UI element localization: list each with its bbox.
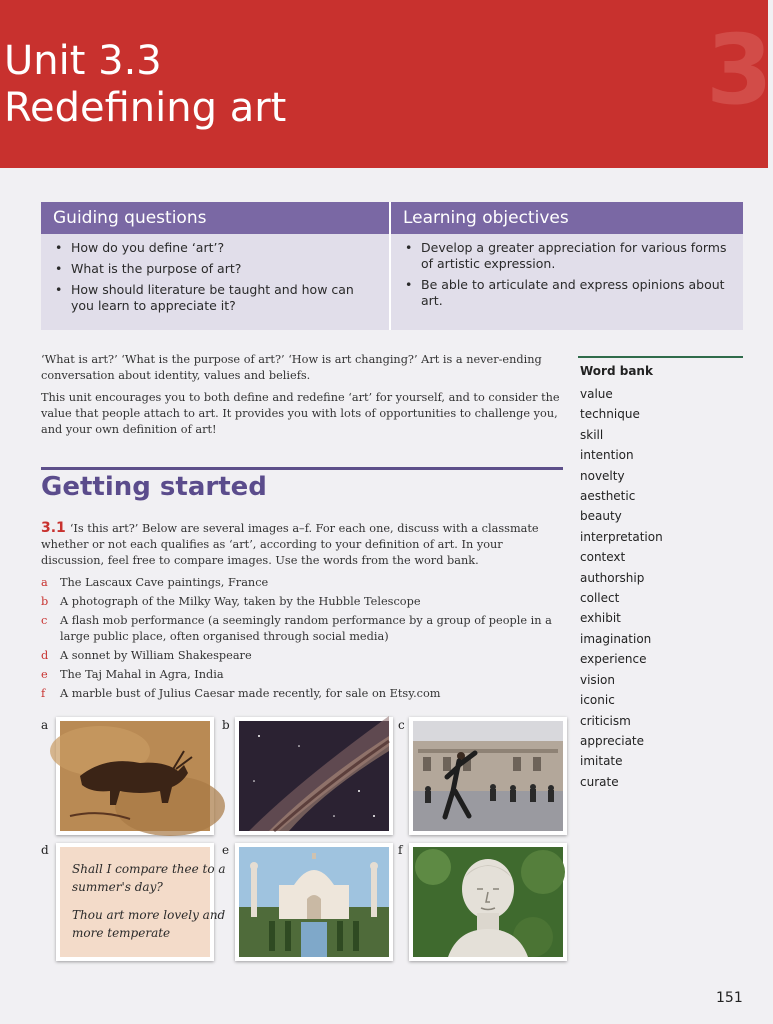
flash-mob-illustration — [413, 721, 563, 831]
image-label-f: f — [398, 843, 403, 857]
image-milky-way — [235, 717, 393, 835]
image-list — [41, 575, 556, 705]
list-item — [41, 667, 556, 683]
word-bank-item: exhibit — [580, 611, 621, 626]
image-label-e: e — [222, 843, 230, 857]
image-label-a: a — [41, 718, 49, 732]
item-letter: f — [41, 687, 46, 700]
learning-objectives-list — [391, 240, 736, 314]
item-letter: b — [41, 595, 49, 608]
list-item — [41, 686, 556, 702]
activity-number: 3.1 — [41, 520, 66, 536]
word-bank-item: iconic — [580, 693, 615, 708]
word-bank-item: technique — [580, 407, 640, 422]
list-item: • How should literature be taught and how can you learn to appreciate it? — [41, 282, 371, 314]
guiding-questions-list — [41, 240, 371, 319]
unit-number: Unit 3.3 — [4, 38, 162, 84]
word-bank-item: aesthetic — [580, 489, 636, 504]
sonnet-line: summer's day? — [72, 880, 163, 894]
caesar-bust-illustration — [413, 847, 563, 957]
image-caesar-bust — [409, 843, 567, 961]
list-item — [41, 613, 556, 645]
word-bank-item: beauty — [580, 509, 622, 524]
activity-prompt — [41, 520, 556, 569]
milky-way-illustration — [239, 721, 389, 831]
sonnet-card-illustration — [60, 847, 226, 957]
learning-objectives-heading: Learning objectives — [391, 202, 743, 234]
sonnet-line: Shall I compare thee to a — [72, 862, 226, 876]
list-item — [41, 648, 556, 664]
item-letter: a — [41, 576, 48, 589]
word-bank-title: Word bank — [580, 364, 653, 378]
word-bank-item: interpretation — [580, 529, 663, 544]
taj-mahal-illustration — [239, 847, 389, 957]
sonnet-line: Thou art more lovely and — [72, 908, 226, 922]
word-bank-item: criticism — [580, 713, 631, 728]
intro-paragraph: This unit encourages you to both define and redefine ‘art’ for yourself, and to consider the value that people attach to art. It provides you with lots of opportunities to challenge you, and your own definition of art! — [41, 391, 560, 436]
word-bank-item: context — [580, 550, 626, 565]
list-item — [41, 575, 556, 591]
item-text: The Lascaux Cave paintings, France — [60, 576, 269, 589]
word-bank-item: collect — [580, 591, 620, 606]
item-letter: e — [41, 668, 48, 681]
list-item — [41, 594, 556, 610]
unit-title — [4, 38, 286, 132]
list-item: • What is the purpose of art? — [41, 261, 371, 277]
list-item: • How do you define ‘art’? — [41, 240, 371, 256]
item-text: A sonnet by William Shakespeare — [60, 649, 252, 662]
item-text: A photograph of the Milky Way, taken by the Hubble Telescope — [60, 595, 421, 608]
getting-started-heading: Getting started — [41, 472, 267, 502]
unit-name: Redefining art — [4, 85, 287, 131]
word-bank-item: vision — [580, 672, 615, 687]
word-bank-item: imitate — [580, 754, 623, 769]
word-bank-item: experience — [580, 652, 647, 667]
image-label-c: c — [398, 718, 405, 732]
page-number: 151 — [716, 990, 743, 1006]
sonnet-line: more temperate — [72, 926, 171, 940]
item-letter: d — [41, 649, 49, 662]
word-bank-item: intention — [580, 448, 634, 463]
getting-started-rule — [41, 467, 563, 470]
item-text: A flash mob performance (a seemingly random performance by a group of people in a large public place, often organised through social media) — [60, 614, 552, 643]
image-label-d: d — [41, 843, 49, 857]
image-cave-painting — [56, 717, 214, 835]
word-bank-item: imagination — [580, 631, 652, 646]
word-bank-rule — [578, 356, 743, 358]
guiding-questions-heading: Guiding questions — [41, 202, 389, 234]
list-item: • Be able to articulate and express opinions about art. — [391, 277, 736, 309]
image-flash-mob — [409, 717, 567, 835]
image-label-b: b — [222, 718, 230, 732]
image-taj-mahal — [235, 843, 393, 961]
item-letter: c — [41, 614, 48, 627]
chapter-number: 3 — [706, 14, 773, 126]
item-text: A marble bust of Julius Caesar made recently, for sale on Etsy.com — [60, 687, 441, 700]
item-text: The Taj Mahal in Agra, India — [60, 668, 224, 681]
word-bank-list — [580, 384, 663, 792]
cave-painting-illustration — [60, 721, 210, 831]
word-bank-item: novelty — [580, 468, 625, 483]
intro-paragraph: ‘What is art?’ ‘What is the purpose of art?’ ‘How is art changing?’ Art is a never-ending conversation about identity, values and beliefs. — [41, 353, 542, 382]
image-sonnet — [56, 843, 226, 961]
list-item: • Develop a greater appreciation for various forms of artistic expression. — [391, 240, 736, 272]
word-bank-item: value — [580, 387, 613, 401]
activity-text: ‘Is this art?’ Below are several images a–f. For each one, discuss with a classmate whether or not each qualifies as ‘art’, according to your definition of art. In your discussion, feel free to compare images. Use the words from the word bank. — [41, 522, 539, 567]
word-bank-item: authorship — [580, 570, 645, 585]
word-bank-item: appreciate — [580, 733, 645, 748]
word-bank-item: curate — [580, 774, 619, 789]
word-bank-item: skill — [580, 427, 604, 442]
